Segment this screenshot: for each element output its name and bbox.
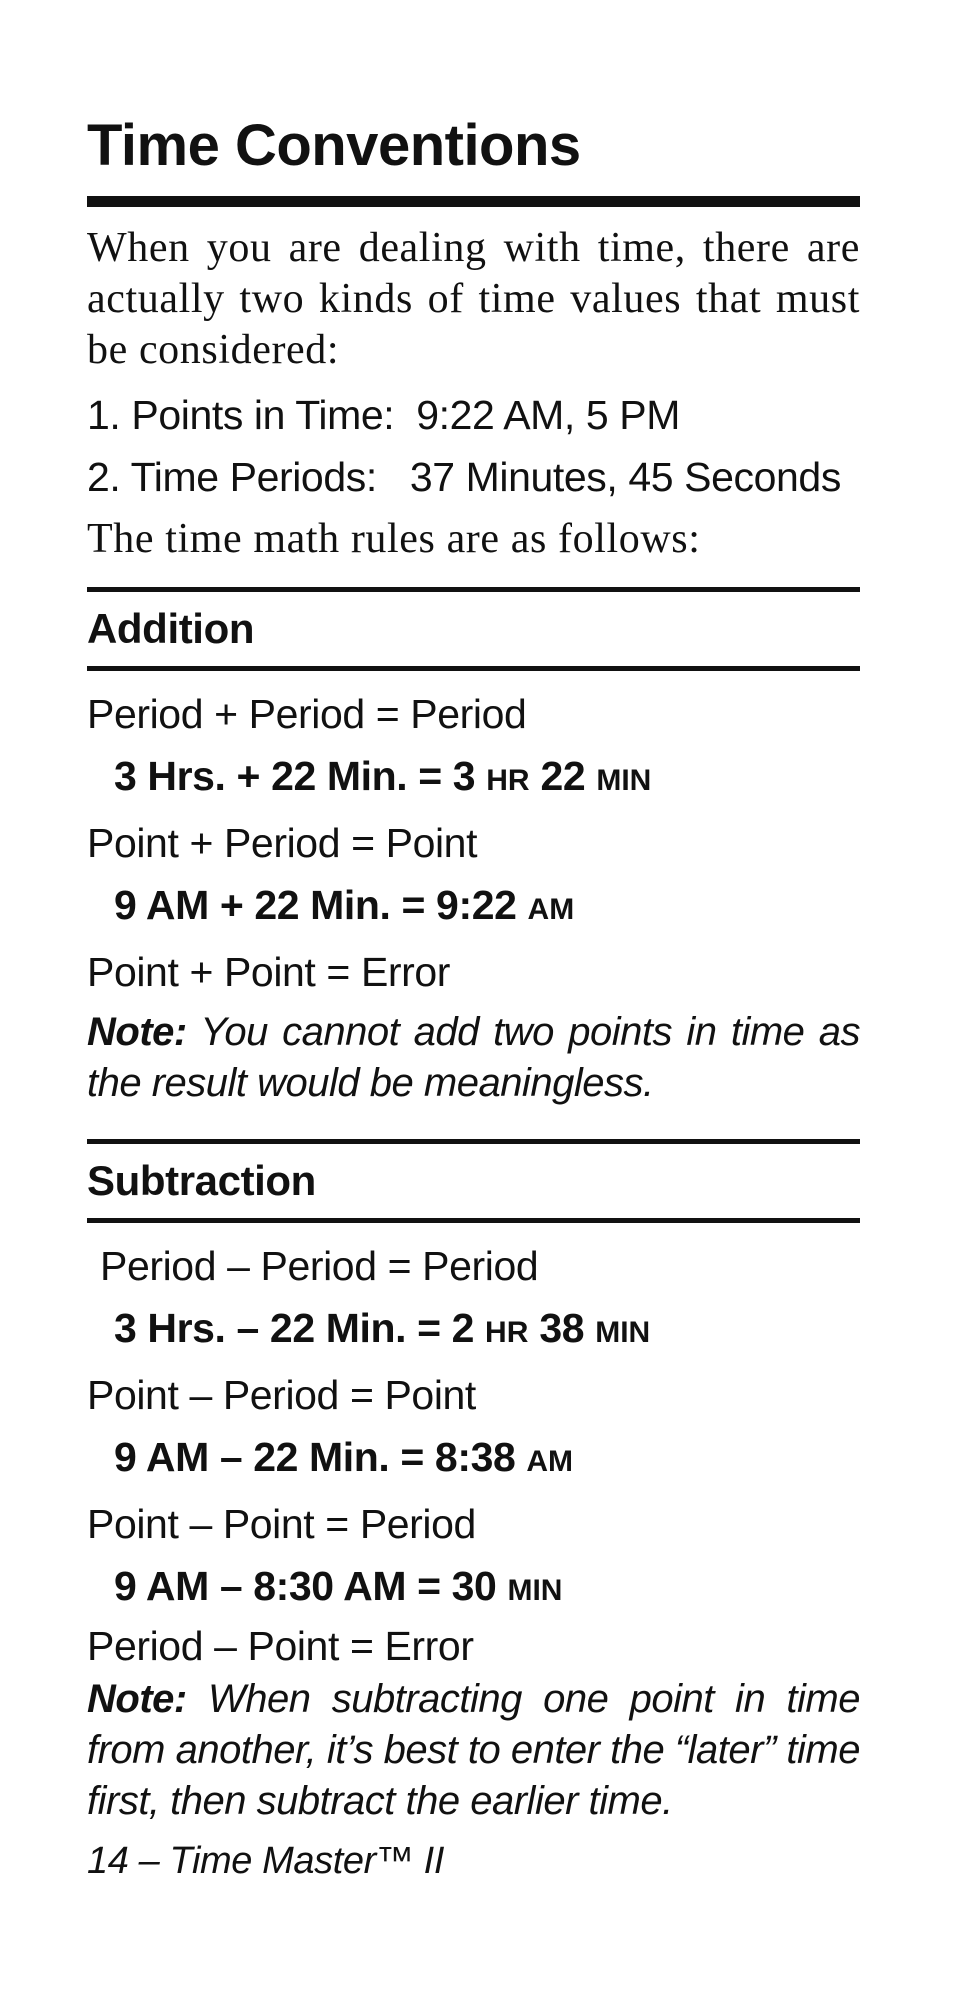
subtraction-heading: Subtraction xyxy=(87,1157,316,1204)
addition-rule-point-point: Point + Point = Error xyxy=(87,949,451,995)
title-rule xyxy=(87,196,860,207)
time-kind-points xyxy=(87,384,860,446)
page-content xyxy=(87,112,860,1827)
addition-section xyxy=(87,587,860,1109)
section-rule-bottom xyxy=(87,1218,860,1223)
section-rule-bottom xyxy=(87,666,860,671)
unit-label: HR xyxy=(486,764,530,797)
subtraction-section xyxy=(87,1139,860,1827)
note-text: You cannot add two points in time as the result would be meaningless. xyxy=(87,1010,860,1105)
page-footer: 14 – Time Master™ II xyxy=(87,1840,444,1882)
addition-rule-point-period: Point + Period = Point xyxy=(87,820,478,866)
intro-paragraph: When you are dealing with time, there are actually two kinds of time values that must be considered: xyxy=(87,225,860,373)
page-title: Time Conventions xyxy=(87,113,581,178)
example-expression: 3 Hrs. + 22 Min. = 3 xyxy=(114,753,476,799)
time-kind-examples: 37 Minutes, 45 Seconds xyxy=(409,454,841,500)
example-value: 22 xyxy=(540,753,586,799)
time-kind-periods xyxy=(87,446,860,508)
note-label: Note: xyxy=(87,1677,187,1721)
addition-note xyxy=(87,1007,860,1109)
unit-label: MIN xyxy=(507,1574,563,1607)
unit-label: AM xyxy=(526,1445,574,1478)
time-kind-label: 1. Points in Time: xyxy=(87,392,395,438)
example-expression: 9 AM – 22 Min. = 8:38 xyxy=(114,1434,516,1480)
unit-label: HR xyxy=(485,1316,529,1349)
note-label: Note: xyxy=(87,1010,187,1054)
time-kinds-list xyxy=(87,384,860,508)
addition-example-2 xyxy=(87,874,860,941)
addition-heading: Addition xyxy=(87,605,255,652)
subtraction-example-2 xyxy=(87,1426,860,1493)
time-kind-label: 2. Time Periods: xyxy=(87,454,377,500)
subtraction-rule-point-point: Point – Point = Period xyxy=(87,1501,476,1547)
subtraction-example-1 xyxy=(87,1297,860,1364)
unit-label: MIN xyxy=(596,764,652,797)
addition-rule-period-period: Period + Period = Period xyxy=(87,691,527,737)
example-expression: 3 Hrs. – 22 Min. = 2 xyxy=(114,1305,475,1351)
subtraction-rule-point-period: Point – Period = Point xyxy=(87,1372,476,1418)
example-value: 38 xyxy=(539,1305,585,1351)
time-kind-examples: 9:22 AM, 5 PM xyxy=(416,392,680,438)
subtraction-example-3 xyxy=(87,1555,860,1622)
note-text: When subtracting one point in time from another, it’s best to enter the “later” time first, then subtract the earlier time. xyxy=(87,1677,860,1823)
subtraction-rule-period-period: Period – Period = Period xyxy=(100,1243,539,1289)
example-expression: 9 AM – 8:30 AM = 30 xyxy=(114,1563,497,1609)
example-expression: 9 AM + 22 Min. = 9:22 xyxy=(114,882,517,928)
unit-label: AM xyxy=(527,893,575,926)
rules-intro: The time math rules are as follows: xyxy=(87,516,701,562)
addition-example-1 xyxy=(87,745,860,812)
subtraction-rule-period-point: Period – Point = Error xyxy=(87,1623,474,1669)
subtraction-note xyxy=(87,1674,860,1827)
unit-label: MIN xyxy=(595,1316,651,1349)
